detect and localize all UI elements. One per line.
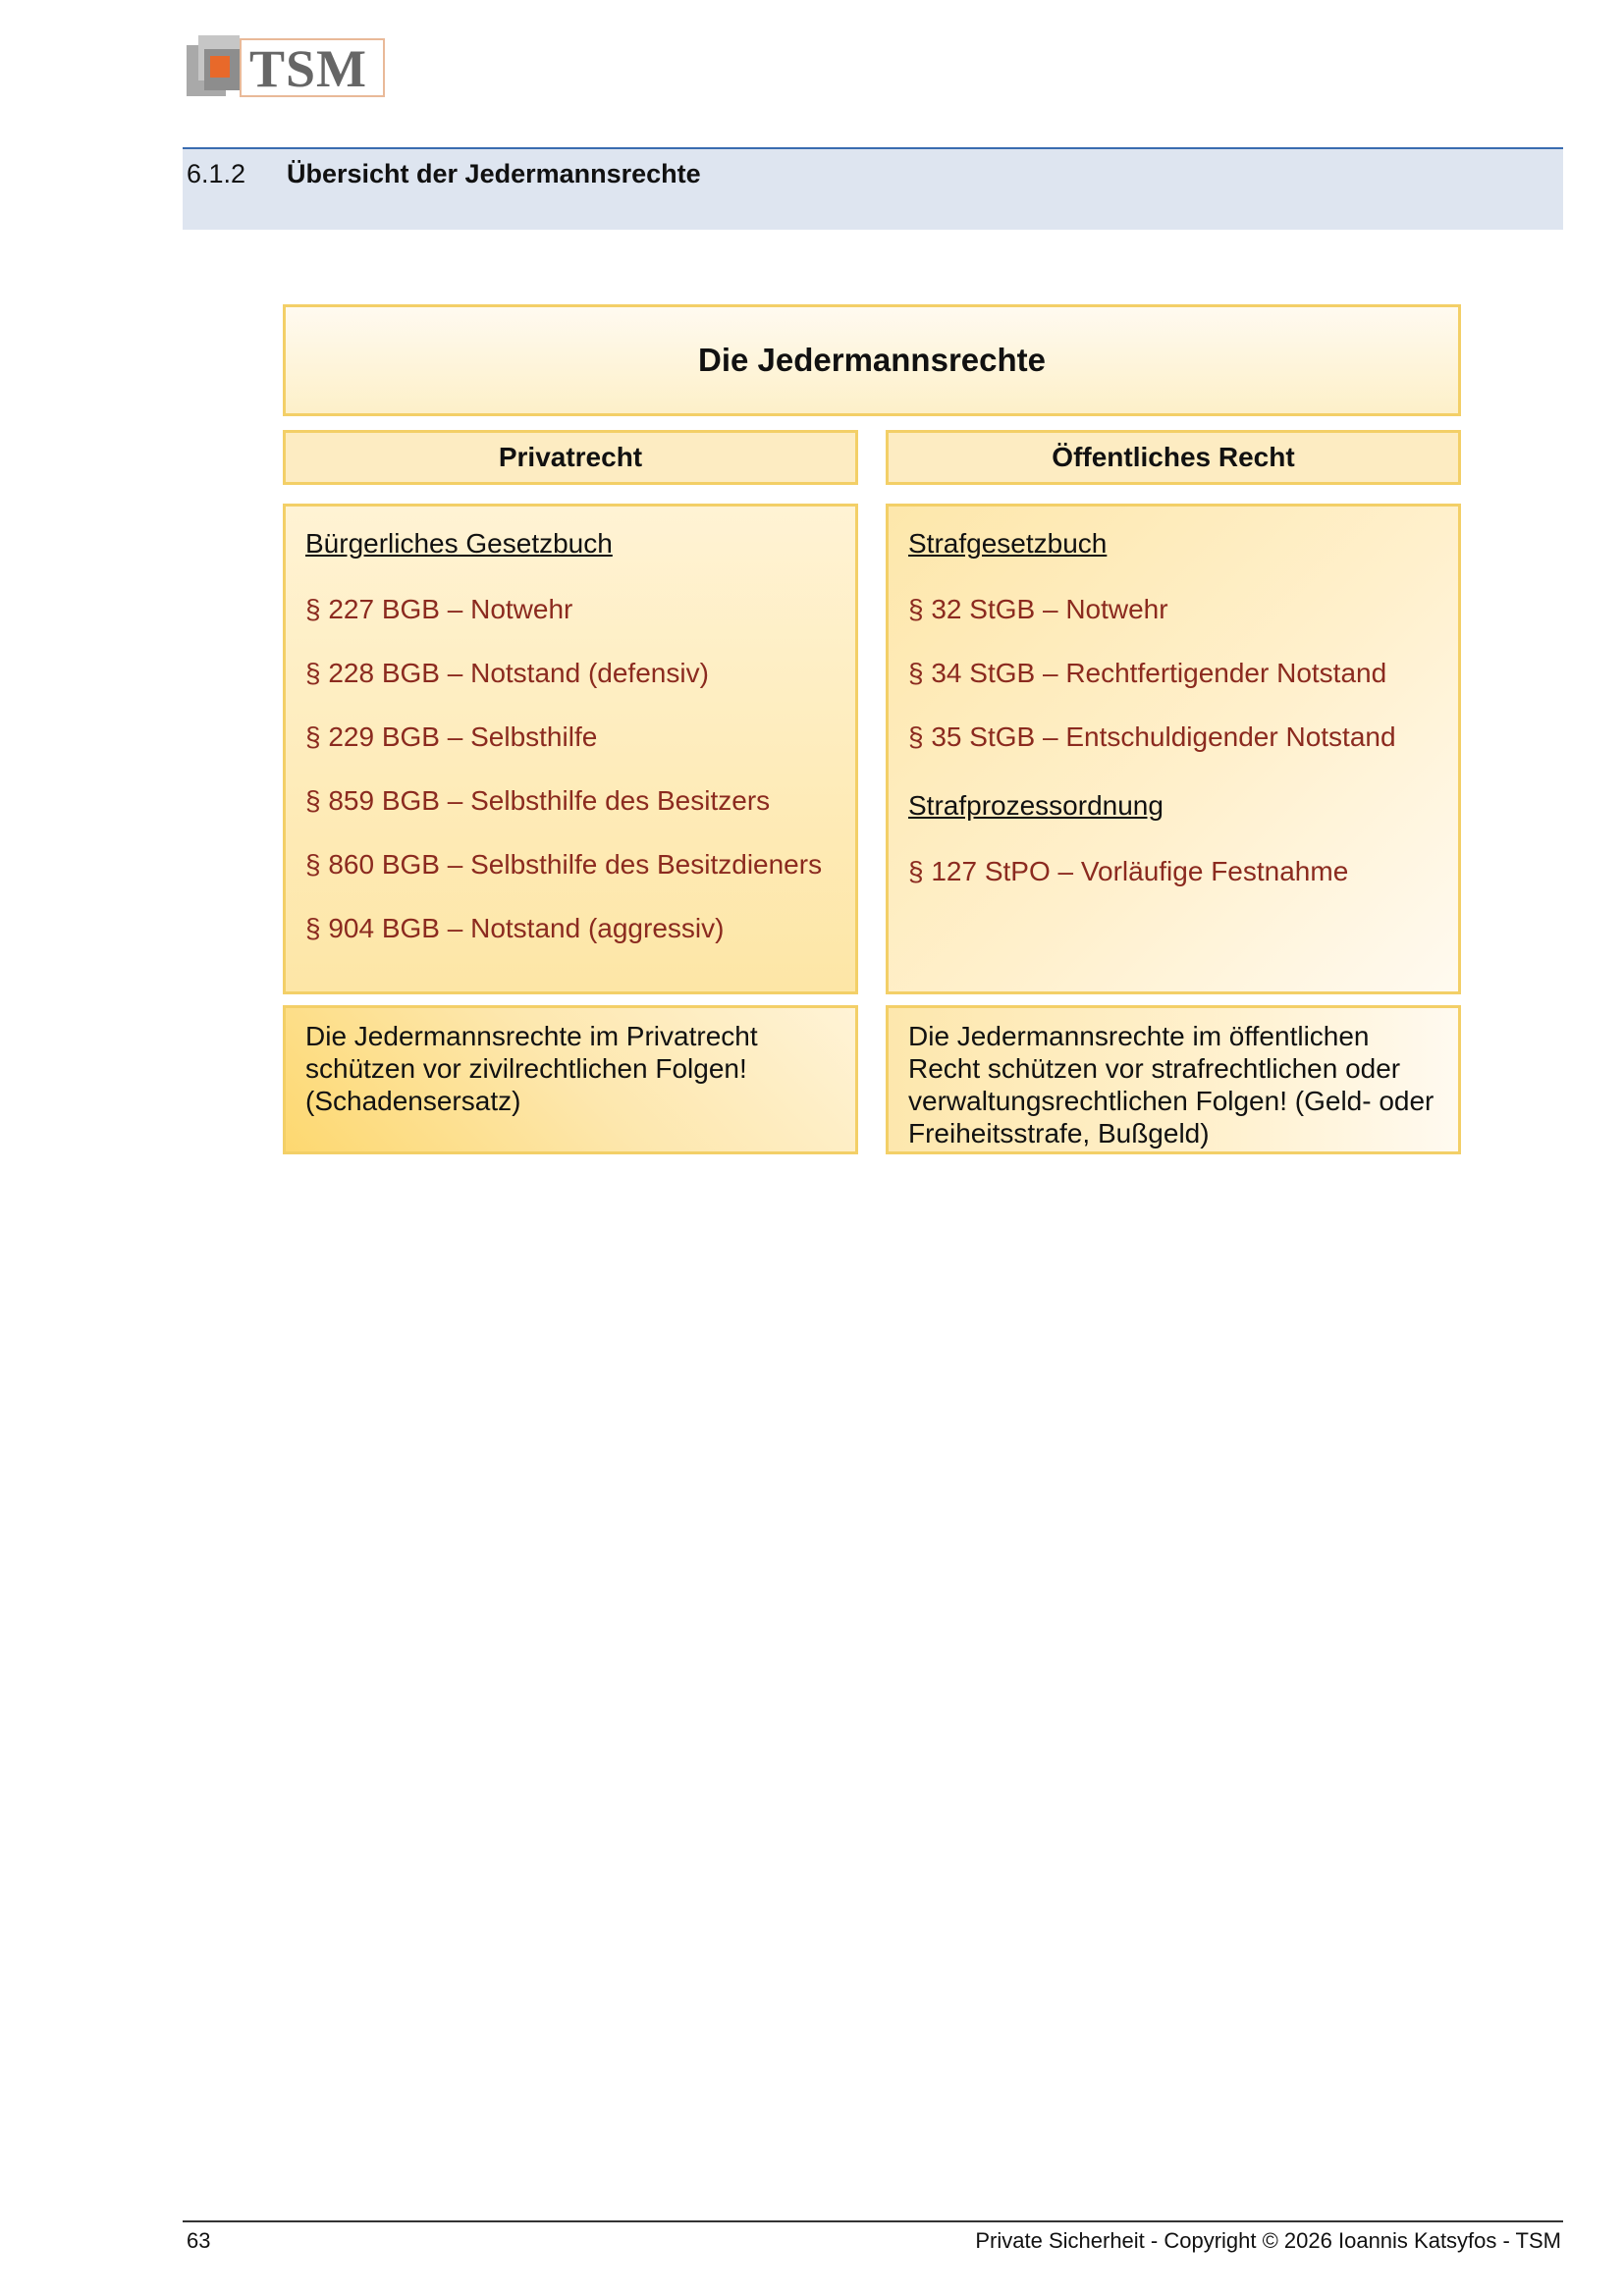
law-item: § 228 BGB – Notstand (defensiv) bbox=[305, 658, 709, 688]
law-item: § 35 StGB – Entschuldigender Notstand bbox=[908, 721, 1396, 752]
logo-square-orange bbox=[210, 56, 230, 78]
oeffentliches-recht-law-list bbox=[886, 504, 1461, 994]
diagram-title-box bbox=[283, 304, 1461, 416]
section-title: Übersicht der Jedermannsrechte bbox=[287, 159, 701, 188]
law-item: § 229 BGB – Selbsthilfe bbox=[305, 721, 598, 752]
privatrecht-header-box bbox=[283, 430, 858, 485]
diagram-title: Die Jedermannsrechte bbox=[698, 342, 1046, 378]
law-item: § 127 StPO – Vorläufige Festnahme bbox=[908, 856, 1349, 886]
privatrecht-law-list bbox=[283, 504, 858, 994]
bgb-heading: Bürgerliches Gesetzbuch bbox=[305, 528, 613, 559]
oeffentliches-recht-header: Öffentliches Recht bbox=[1052, 442, 1295, 472]
stgb-heading: Strafgesetzbuch bbox=[908, 528, 1108, 559]
stpo-heading: Strafprozessordnung bbox=[908, 790, 1164, 821]
law-item: § 227 BGB – Notwehr bbox=[305, 594, 573, 624]
oeffentliches-recht-note: Die Jedermannsrechte im öffentlichen Recht schützen vor strafrechtlichen oder verwaltungsrechtlichen Folgen! (Geld- oder Freiheitsstrafe, Bußgeld) bbox=[886, 1005, 1461, 1154]
law-item: § 860 BGB – Selbsthilfe des Besitzdieners bbox=[305, 849, 823, 880]
law-item: § 859 BGB – Selbsthilfe des Besitzers bbox=[305, 785, 771, 816]
tsm-logo bbox=[187, 35, 391, 104]
privatrecht-header: Privatrecht bbox=[498, 442, 643, 472]
law-item: § 904 BGB – Notstand (aggressiv) bbox=[305, 913, 725, 943]
section-number: 6.1.2 bbox=[187, 159, 246, 188]
privatrecht-note: Die Jedermannsrechte im Privatrecht schützen vor zivilrechtlichen Folgen! (Schadensersatz) bbox=[283, 1005, 858, 1154]
logo-text: TSM bbox=[249, 39, 368, 98]
page-number: 63 bbox=[187, 2228, 211, 2253]
footer-divider bbox=[183, 2220, 1563, 2222]
law-item: § 34 StGB – Rechtfertigender Notstand bbox=[908, 658, 1387, 688]
law-item: § 32 StGB – Notwehr bbox=[908, 594, 1168, 624]
oeffentliches-recht-header-box bbox=[886, 430, 1461, 485]
footer-copyright: Private Sicherheit - Copyright © 2026 Ioannis Katsyfos - TSM bbox=[975, 2228, 1561, 2253]
